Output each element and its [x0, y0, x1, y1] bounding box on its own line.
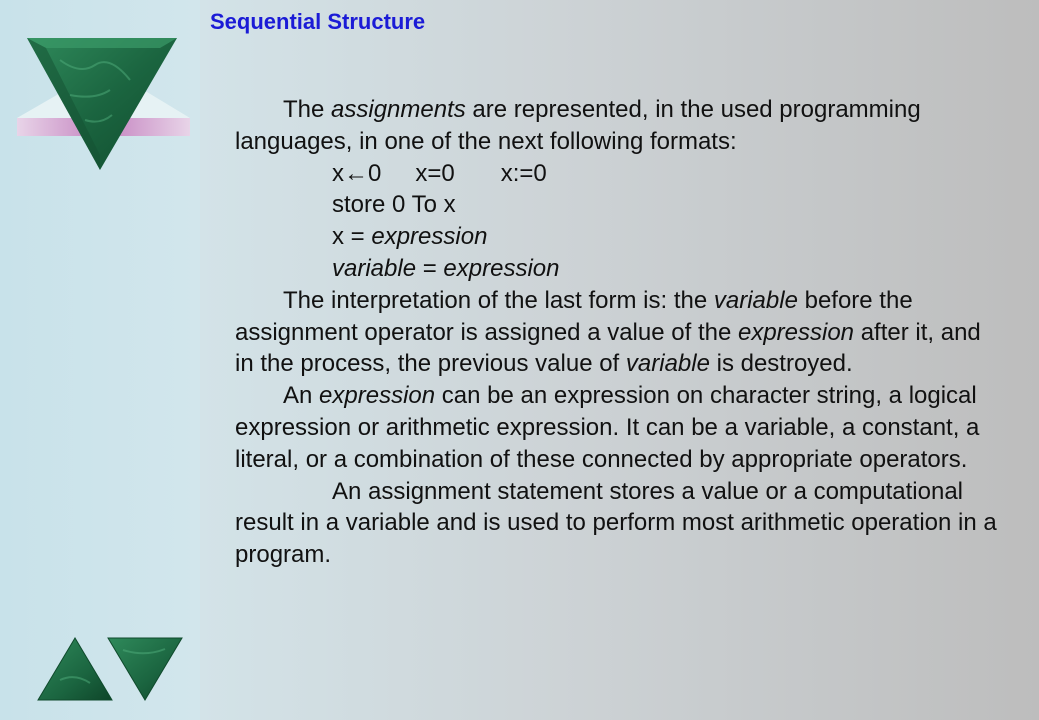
code-line-formats [235, 158, 1005, 190]
code-format-colon-equals: x:=0 [500, 159, 547, 187]
text-span: are represented, in the used programming languages, in one of the next following formats: [235, 96, 921, 155]
text-span: is destroyed. [709, 350, 853, 378]
emphasis-text: assignments [331, 96, 466, 123]
text-span: x = [332, 223, 372, 251]
text-span: before the assignment operator is assigned a value of the [235, 286, 913, 346]
paragraph-interpretation [235, 285, 1005, 380]
emphasis-text: expression [737, 318, 855, 346]
text-span: = [416, 254, 444, 282]
paragraph-assignment-statement: An assignment statement stores a value or a computational result in a variable and is used to perform most arithmetic operation in a program. [235, 477, 997, 569]
text-span: can be an expression on character string, a logical expression or arithmetic expression. It can be a variable, a constant, a literal, or a combination of these connected by appropriate operators. [235, 382, 980, 473]
paragraph-assignments [235, 94, 1005, 158]
text-span: The interpretation of the last form is: the [283, 286, 714, 314]
marble-triangle-logo [0, 0, 200, 180]
paragraph-expression [235, 380, 1005, 475]
emphasis-text: expression [371, 223, 488, 251]
emphasis-text: expression [319, 382, 436, 410]
slide-body [235, 94, 1005, 571]
emphasis-text: variable [713, 286, 798, 314]
code-line-store: store 0 To x [332, 191, 456, 219]
code-line-variable-expression [235, 253, 1005, 285]
decorative-triangles-icon [35, 635, 185, 705]
code-line-x-expression [235, 221, 1005, 253]
emphasis-text: variable [332, 254, 417, 282]
code-format-arrow: x←0 [332, 159, 382, 187]
code-format-equals: x=0 [415, 159, 455, 187]
page-title: Sequential Structure [210, 9, 426, 34]
text-span: after it, and in the process, the previous value of [235, 318, 981, 378]
emphasis-text: variable [625, 350, 710, 378]
text-span: The [283, 96, 332, 123]
text-span: An [283, 382, 320, 410]
emphasis-text: expression [443, 254, 560, 282]
